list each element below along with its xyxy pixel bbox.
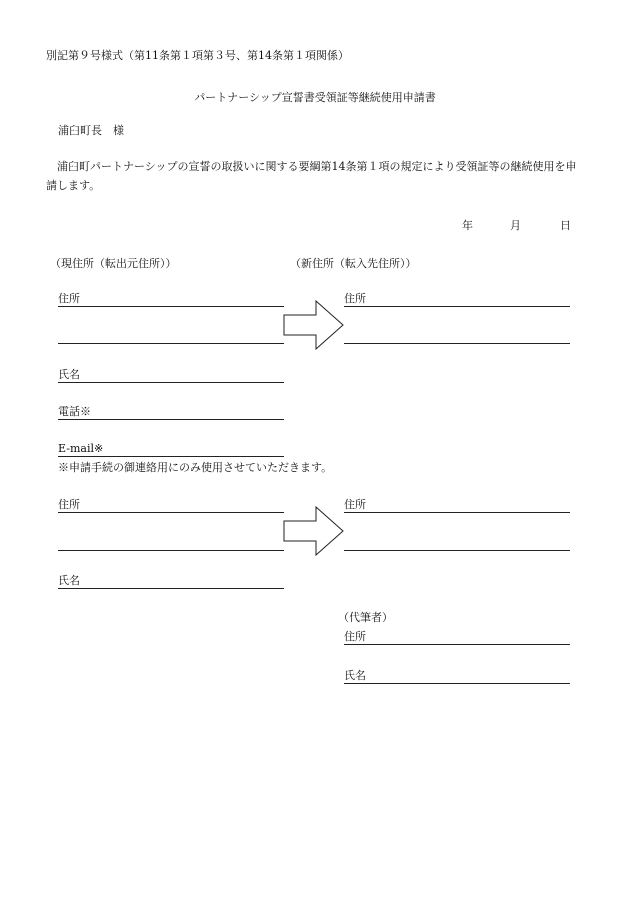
applicant1-name-field[interactable] [58,368,284,383]
applicant1-new-address-label: 住所 [344,292,366,305]
addressee: 浦臼町長 様 [58,124,124,137]
applicant2-name-field[interactable] [58,574,284,589]
applicant1-new-address-field[interactable] [344,292,570,307]
proxy-name-field[interactable] [344,669,570,684]
applicant2-current-address-field[interactable] [58,498,284,513]
form-title: パートナーシップ宣誓書受領証等継続使用申請書 [194,91,436,104]
applicant1-email-field[interactable] [58,442,284,457]
current-address-header: （現住所（転出元住所）） [50,257,177,270]
applicant1-name-label: 氏名 [58,368,80,381]
form-number: 別記第９号様式（第11条第１項第３号、第14条第１項関係） [46,49,349,62]
applicant1-phone-field[interactable] [58,405,284,420]
applicant1-current-address-line2[interactable] [58,343,284,344]
new-address-header: （新住所（転入先住所）） [290,257,417,270]
applicant2-new-address-field[interactable] [344,498,570,513]
applicant2-current-address-line2[interactable] [58,550,284,551]
applicant1-email-label: E-mail※ [58,442,104,455]
proxy-name-label: 氏名 [344,669,366,682]
proxy-header: （代筆者） [338,611,393,624]
move-arrow-icon [282,300,346,350]
applicant1-current-address-field[interactable] [58,292,284,307]
applicant1-current-address-label: 住所 [58,292,80,305]
date-day-label: 日 [560,219,571,232]
applicant2-new-address-label: 住所 [344,498,366,511]
applicant2-new-address-line2[interactable] [344,550,570,551]
applicant2-name-label: 氏名 [58,574,80,587]
proxy-address-label: 住所 [344,630,366,643]
move-arrow-icon [282,506,346,556]
application-statement: 浦臼町パートナーシップの宣誓の取扱いに関する要綱第14条第１項の規定により受領証等の継続使用を申請します。 [46,160,577,192]
applicant2-current-address-label: 住所 [58,498,80,511]
applicant1-phone-label: 電話※ [58,405,91,418]
date-year-label: 年 [462,219,473,232]
proxy-address-field[interactable] [344,630,570,645]
date-month-label: 月 [510,219,521,232]
applicant1-new-address-line2[interactable] [344,343,570,344]
contact-usage-note: ※申請手続の御連絡用にのみ使用させていただきます。 [58,461,333,474]
